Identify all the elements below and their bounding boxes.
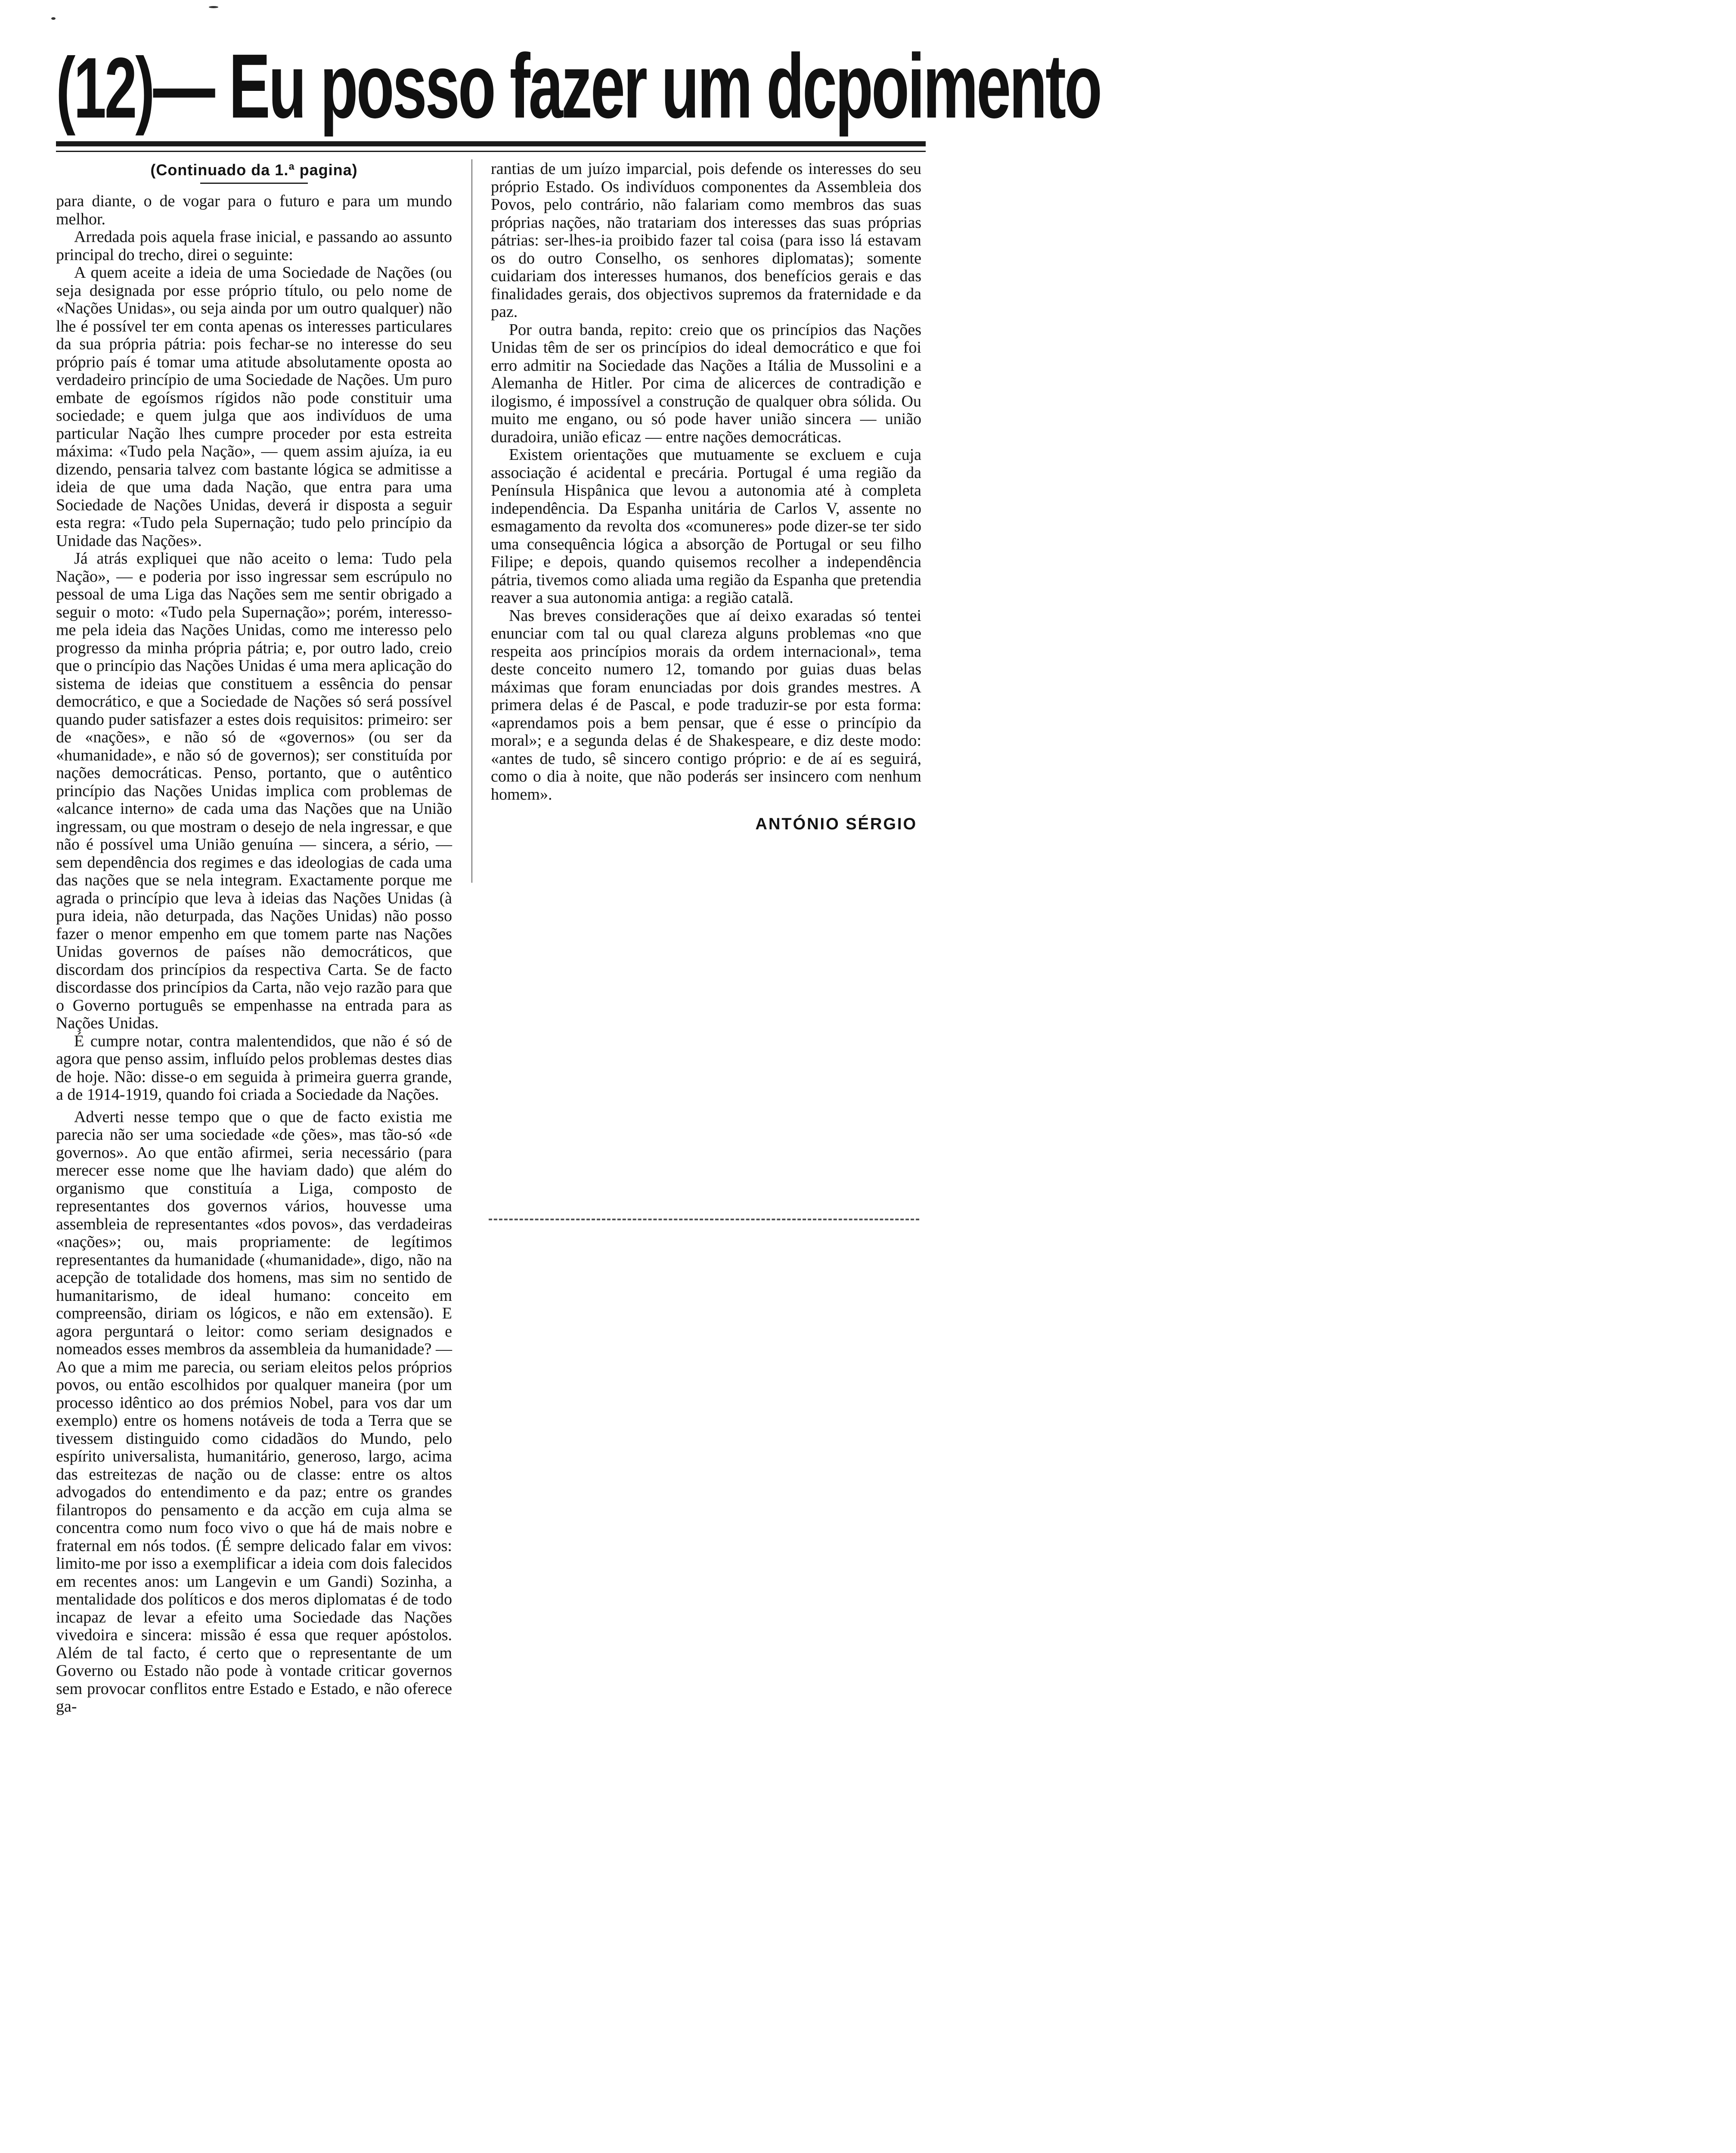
end-rule bbox=[489, 1219, 919, 1220]
article-column-1 bbox=[56, 160, 452, 1716]
print-speck bbox=[209, 6, 218, 8]
paragraph: rantias de um juízo imparcial, pois defende os interesses do seu próprio Estado. Os indivíduos componentes da Assembleia dos Povos, pelo contrário, não falariam como membros das suas próprias nações, não tratariam dos interesses das suas próprias pátrias: ser-lhes-ia proibido fazer tal coisa (para isso lá estavam os do outro Conselho, os senhores diplomatas); somente cuidariam dos interesses humanos, dos benefícios gerais e das finalidades gerais, dos objectivos supremos da fraternidade e da paz. bbox=[491, 160, 921, 321]
paragraph: Existem orientações que mutuamente se excluem e cuja associação é acidental e precária. Portugal é uma região da Península Hispânica que levou a autonomia até à completa independência. Da Espanha unitária de Carlos V, assente no esmagamento da revolta dos «comuneres» pode dizer-se ter sido uma consequência lógica a absorção de Portugal or seu filho Filipe; e depois, quando quisemos recolher a independência pátria, tivemos como aliada uma região da Espanha que pretendia reaver a sua autonomia antiga: a região catalã. bbox=[491, 446, 921, 607]
article-column-2 bbox=[491, 160, 921, 834]
print-speck bbox=[51, 17, 56, 20]
article-headline-text: — Eu posso fazer um dcpoimento bbox=[153, 35, 1100, 137]
article-number: (12) bbox=[56, 40, 153, 136]
paragraph: Arredada pois aquela frase inicial, e passando ao assunto principal do trecho, direi o seguinte: bbox=[56, 228, 452, 264]
author-signature: ANTÓNIO SÉRGIO bbox=[755, 815, 917, 833]
paragraph: para diante, o de vogar para o futuro e para um mundo melhor. bbox=[56, 192, 452, 228]
headline-rule-thin bbox=[56, 151, 926, 152]
newspaper-clipping bbox=[45, 0, 1100, 2153]
paragraph: Nas breves considerações que aí deixo exaradas só tentei enunciar com tal ou qual clareza alguns problemas «no que respeita aos princípios morais da ordem internacional», tema deste conceito numero 12, tomando por guias duas belas máximas que foram enunciadas por dois grandes mestres. A primera delas é de Pascal, e pode traduzir-se por esta forma: «aprendamos pois a bem pensar, que é esse o princípio da moral»; e a segunda delas é de Shakespeare, e diz deste modo: «antes de tudo, sê sincero contigo próprio: e de aí es seguirá, como o dia à noite, que não poderás ser insincero com nenhum homem». bbox=[491, 606, 921, 803]
paragraph: É cumpre notar, contra malentendidos, que não é só de agora que penso assim, influído pelos problemas destes dias de hoje. Não: disse-o em seguida à primeira guerra grande, a de 1914-1919, quando foi criada a Sociedade da Nações. bbox=[56, 1032, 452, 1104]
continuation-rule bbox=[200, 183, 308, 184]
paragraph: Por outra banda, repito: creio que os princípios das Nações Unidas têm de ser os princípios do ideal democrático e que foi erro admitir na Sociedade das Nações a Itália de Mussolini e a Alemanha de Hitler. Por cima de alicerces de contradição e ilogismo, é impossível a construção de qualquer obra sólida. Ou muito me engano, ou só pode haver união sincera — união duradoira, união eficaz — entre nações democráticas. bbox=[491, 320, 921, 446]
column-divider bbox=[471, 159, 472, 883]
headline-rule bbox=[56, 141, 926, 146]
continuation-note: (Continuado da 1.ª pagina) bbox=[150, 161, 358, 179]
paragraph: Já atrás expliquei que não aceito o lema: Tudo pela Nação», — e poderia por isso ingressar sem escrúpulo no pessoal de uma Liga das Nações sem me sentir obrigado a seguir o moto: «Tudo pela Supernação»; porém, interesso-me pela ideia das Nações Unidas, como me interesso pelo progresso da minha própria pátria; e, por outro lado, creio que o princípio das Nações Unidas é uma mera aplicação do sistema de ideias que constituem a essência do pensar democrático, e que a Sociedade de Nações só será possível quando puder satisfazer a estes dois requisitos: primeiro: ser de «nações», e não só de «governos» (ou ser da «humanidade», e não só de governos); ser constituída por nações democráticas. Penso, portanto, que o autêntico princípio das Nações Unidas implica com problemas de «alcance interno» de cada uma das Nações que na União ingressam, ou que mostram o desejo de nela ingressar, e que não é possível uma União genuína — sincera, a sério, — sem dependência dos regimes e das ideologias de cada uma das nações que se nela integram. Exactamente porque me agrada o princípio que leva à ideias das Nações Unidas (à pura ideia, não deturpada, das Nações Unidas) não posso fazer o menor empenho em que tomem parte nas Nações Unidas governos de países não democráticos, que discordam dos princípios da respectiva Carta. Se de facto discordasse dos princípios da Carta, não vejo razão para que o Governo português se empenhasse na entrada para as Nações Unidas. bbox=[56, 549, 452, 1032]
article-headline bbox=[56, 34, 1100, 146]
paragraph: A quem aceite a ideia de uma Sociedade de Nações (ou seja designada por esse próprio título, ou pelo nome de «Nações Unidas», ou seja ainda por um outro qualquer) não lhe é possível ter em conta apenas os interesses particulares da sua própria pátria: pois fechar-se no interesse do seu próprio país é tomar uma atitude absolutamente oposta ao verdadeiro princípio de uma Sociedade de Nações. Um puro embate de egoísmos rígidos não pode constituir uma sociedade; e quem julga que aos indivíduos de uma particular Nação lhes cumpre proceder por esta estreita máxima: «Tudo pela Nação», — quem assim ajuíza, ia eu dizendo, pensaria talvez com bastante lógica se admitisse a ideia de que uma dada Nação, que entra para uma Sociedade de Nações Unidas, deverá ir disposta a seguir esta regra: «Tudo pela Supernação; tudo pelo princípio da Unidade das Nações». bbox=[56, 264, 452, 550]
paragraph: Adverti nesse tempo que o que de facto existia me parecia não ser uma sociedade «de ções», mas tão-só «de governos». Ao que então afirmei, seria necessário (para merecer esse nome que lhe haviam dado) que além do organismo que constituía a Liga, composto de representantes dos governos vários, houvesse uma assembleia de representantes «dos povos», das verdadeiras «nações»; ou, mais propriamente: de legítimos representantes da humanidade («humanidade», digo, não na acepção de totalidade dos homens, mas sim no sentido de humanitarismo, de ideal humano: conceito em compreensão, diriam os lógicos, e não em extensão). E agora perguntará o leitor: como seriam designados e nomeados esses membros da assembleia da humanidade? — Ao que a mim me parecia, ou seriam eleitos pelos próprios povos, ou então escolhidos por qualquer maneira (por um processo idêntico ao dos prémios Nobel, para vos dar um exemplo) entre os homens notáveis de toda a Terra que se tivessem distinguido como cidadãos do Mundo, pelo espírito universalista, humanitário, generoso, largo, acima das estreitezas de nação ou de classe: entre os altos advogados do entendimento e da paz; entre os grandes filantropos do pensamento e da acção em cuja alma se concentra como num foco vivo o que há de mais nobre e fraternal em nós todos. (É sempre delicado falar em vivos: limito-me por isso a exemplificar a ideia com dois falecidos em recentes anos: um Langevin e um Gandi) Sozinha, a mentalidade dos políticos e dos meros diplomatas é de todo incapaz de levar a efeito uma Sociedade das Nações vivedoira e sincera: missão é essa que requer apóstolos. Além de tal facto, é certo que o representante de um Governo ou Estado não pode à vontade criticar governos sem provocar conflitos entre Estado e Estado, e não oferece ga- bbox=[56, 1108, 452, 1716]
